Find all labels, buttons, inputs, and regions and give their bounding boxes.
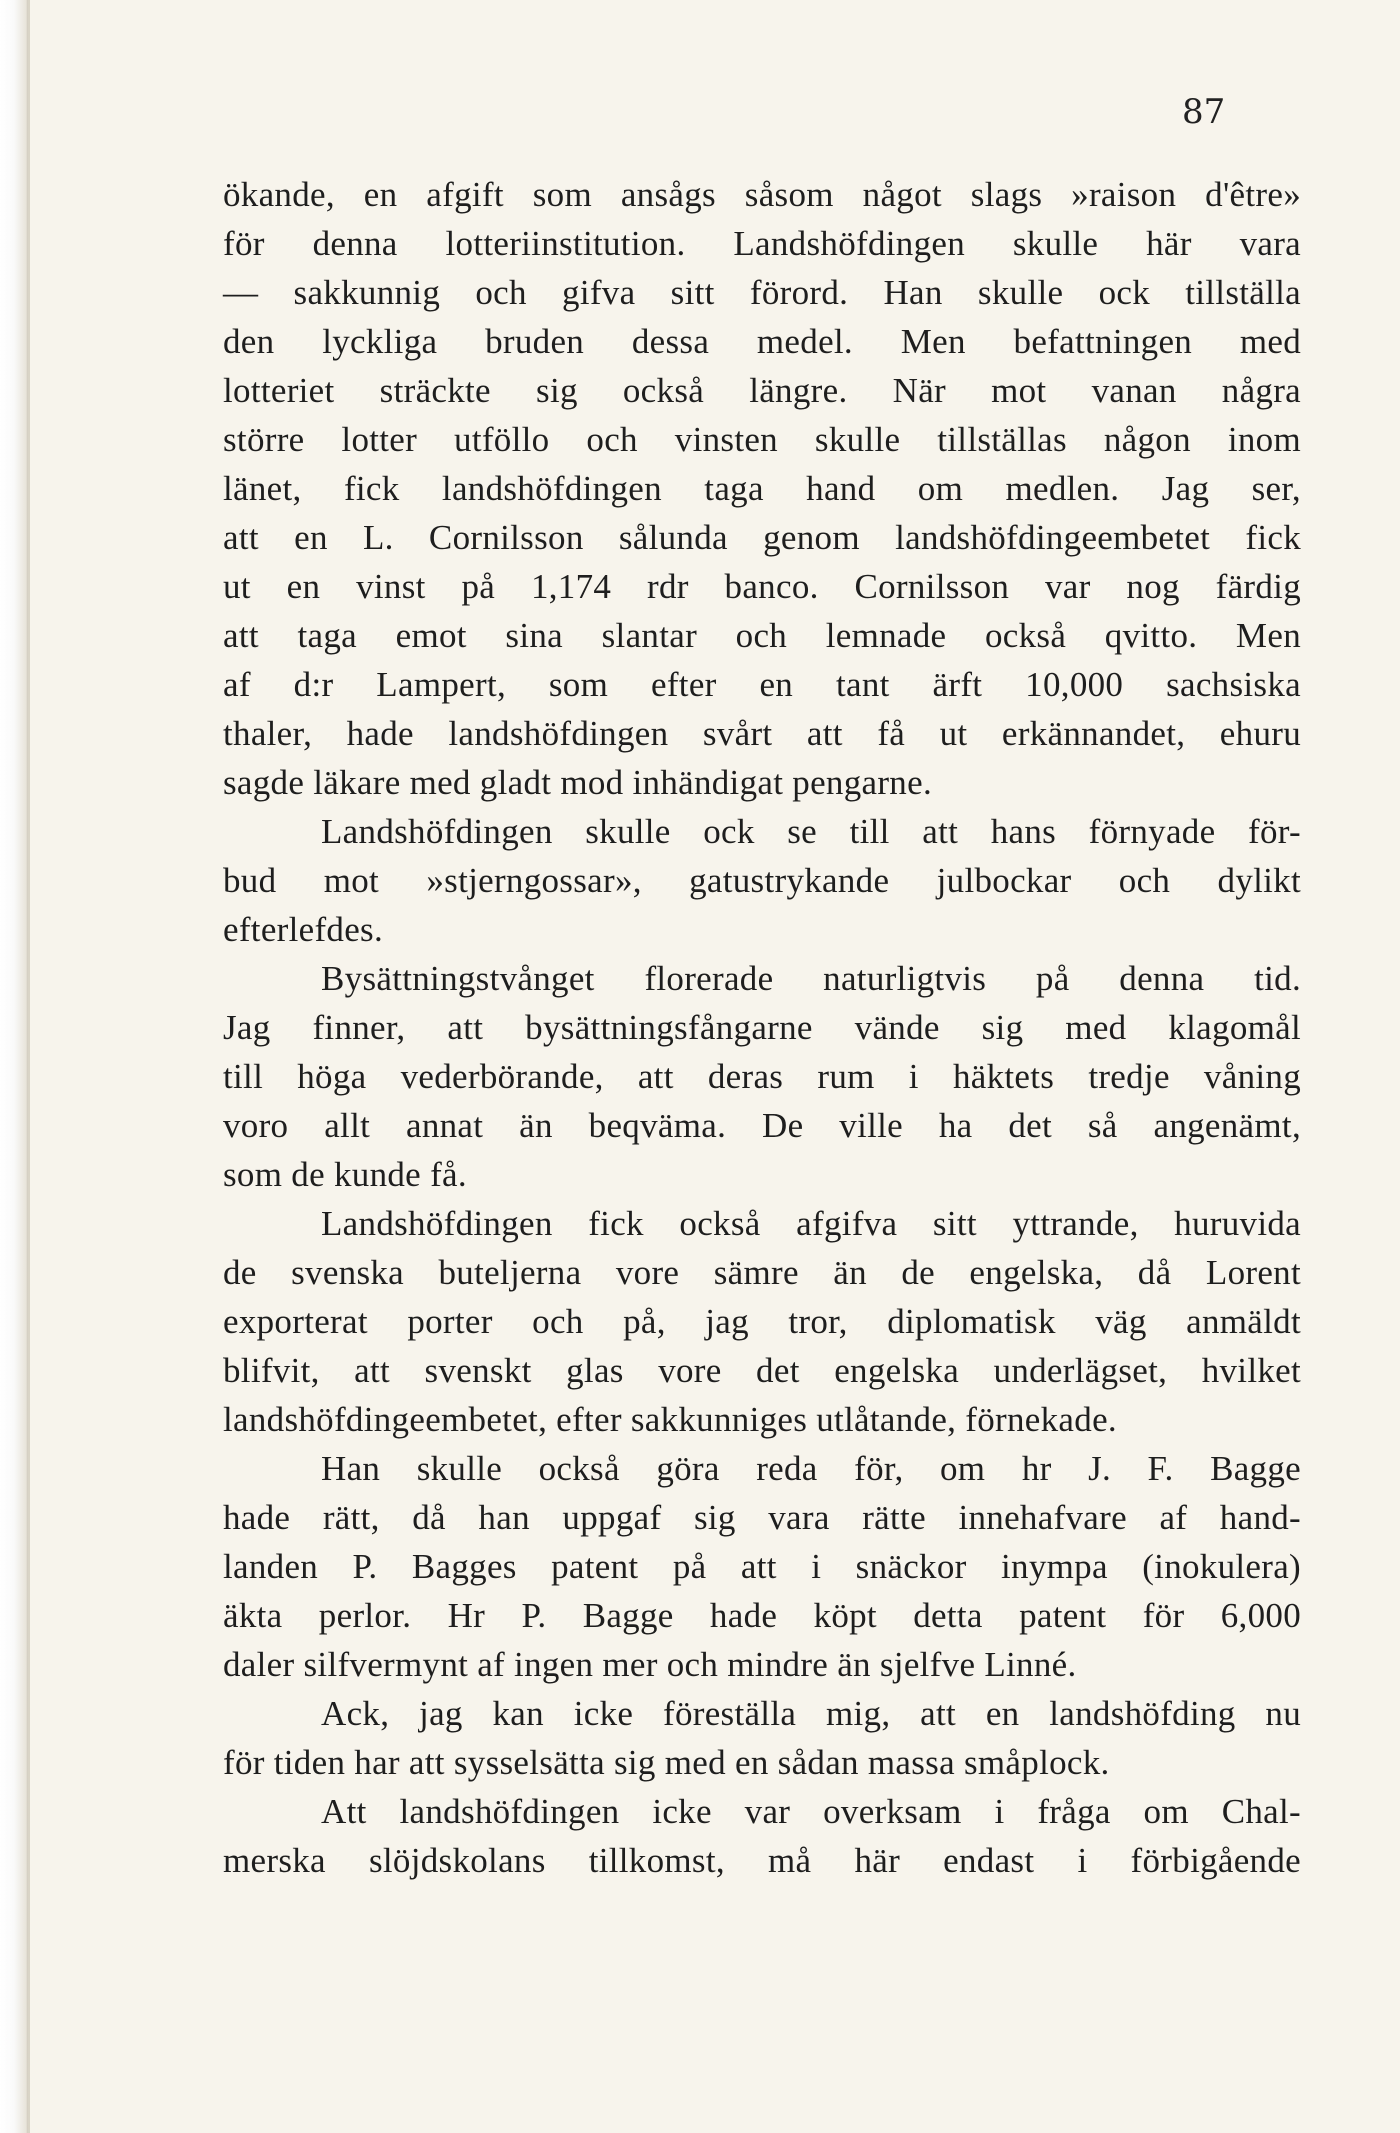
text-line: Han skulle också göra reda för, om hr J. F. Bagge <box>321 1449 1301 1488</box>
text-line: hade rätt, då han uppgaf sig vara rätte innehafvare af hand- <box>223 1498 1301 1537</box>
text-line: Att landshöfdingen icke var overksam i fråga om Chal- <box>321 1792 1301 1831</box>
page-number: 87 <box>1182 92 1226 132</box>
text-line: sagde läkare med gladt mod inhändigat pengarne. <box>223 763 932 802</box>
text-line: för denna lotteriinstitution. Landshöfdingen skulle här vara <box>223 224 1301 263</box>
text-line: de svenska buteljerna vore sämre än de engelska, då Lorent <box>223 1253 1301 1292</box>
text-line: efterlefdes. <box>223 910 384 949</box>
body-text <box>223 170 1301 1885</box>
book-spine-edge <box>0 0 28 2133</box>
text-line: den lyckliga bruden dessa medel. Men befattningen med <box>223 322 1301 361</box>
text-line: merska slöjdskolans tillkomst, må här endast i förbigående <box>223 1841 1301 1880</box>
text-line: voro allt annat än beqväma. De ville ha det så angenämt, <box>223 1106 1301 1145</box>
text-line: daler silfvermynt af ingen mer och mindre än sjelfve Linné. <box>223 1645 1077 1684</box>
book-page <box>28 0 1400 2133</box>
text-line: till höga vederbörande, att deras rum i häktets tredje våning <box>223 1057 1301 1096</box>
text-line: blifvit, att svenskt glas vore det engelska underlägset, hvilket <box>223 1351 1301 1390</box>
text-line: exporterat porter och på, jag tror, diplomatisk väg anmäldt <box>223 1302 1301 1341</box>
text-line: bud mot »stjerngossar», gatustrykande julbockar och dylikt <box>223 861 1301 900</box>
text-line: som de kunde få. <box>223 1155 467 1194</box>
text-line: att taga emot sina slantar och lemnade också qvitto. Men <box>223 616 1301 655</box>
text-line: lotteriet sträckte sig också längre. När mot vanan några <box>223 371 1301 410</box>
text-line: Jag finner, att bysättningsfångarne vände sig med klagomål <box>223 1008 1301 1047</box>
text-line: att en L. Cornilsson sålunda genom landshöfdingeembetet fick <box>223 518 1301 557</box>
text-line: thaler, hade landshöfdingen svårt att få ut erkännandet, ehuru <box>223 714 1301 753</box>
text-line: Landshöfdingen skulle ock se till att hans förnyade för- <box>321 812 1301 851</box>
text-line: för tiden har att sysselsätta sig med en sådan massa småplock. <box>223 1743 1110 1782</box>
text-line: Landshöfdingen fick också afgifva sitt yttrande, huruvida <box>321 1204 1301 1243</box>
text-line: Bysättningstvånget florerade naturligtvis på denna tid. <box>321 959 1301 998</box>
text-line: ut en vinst på 1,174 rdr banco. Cornilsson var nog färdig <box>223 567 1301 606</box>
text-line: länet, fick landshöfdingen taga hand om medlen. Jag ser, <box>223 469 1301 508</box>
text-line: — sakkunnig och gifva sitt förord. Han skulle ock tillställa <box>223 273 1301 312</box>
text-line: landshöfdingeembetet, efter sakkunniges utlåtande, förnekade. <box>223 1400 1117 1439</box>
text-line: ökande, en afgift som ansågs såsom något slags »raison d'être» <box>223 175 1301 214</box>
text-line: landen P. Bagges patent på att i snäckor inympa (inokulera) <box>223 1547 1301 1586</box>
text-line: större lotter utföllo och vinsten skulle tillställas någon inom <box>223 420 1301 459</box>
text-line: Ack, jag kan icke föreställa mig, att en landshöfding nu <box>321 1694 1301 1733</box>
text-line: äkta perlor. Hr P. Bagge hade köpt detta patent för 6,000 <box>223 1596 1301 1635</box>
text-line: af d:r Lampert, som efter en tant ärft 10,000 sachsiska <box>223 665 1301 704</box>
